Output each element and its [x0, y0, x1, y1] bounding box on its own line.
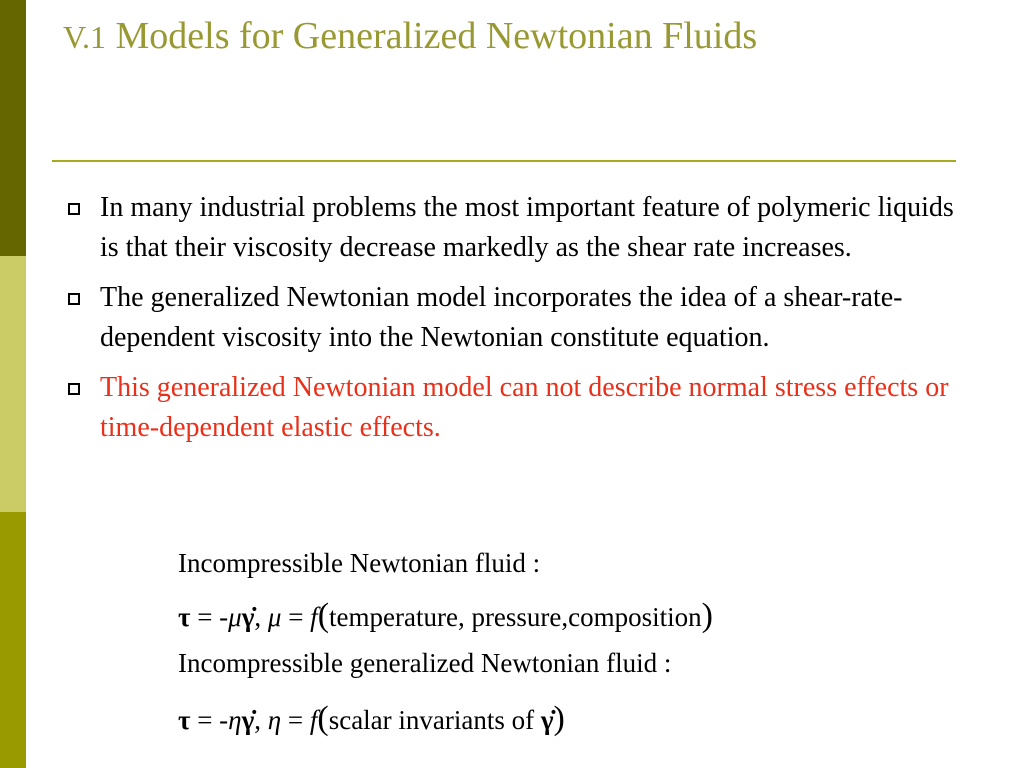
function-f: f [309, 705, 318, 735]
tau-symbol: τ [178, 602, 191, 632]
function-argument: temperature, pressure,composition [329, 602, 702, 632]
mu-symbol: μ [267, 602, 282, 632]
eta-symbol: η [228, 705, 242, 735]
equation-heading-newtonian: Incompressible Newtonian fluid : [178, 548, 541, 578]
equation-heading-generalized: Incompressible generalized Newtonian fluid : [178, 648, 672, 678]
title-text: Models for Generalized Newtonian Fluids [115, 15, 758, 57]
eta-symbol: η [267, 705, 282, 735]
bullet-item-highlighted [60, 368, 960, 448]
tau-symbol: τ [178, 705, 191, 735]
side-accent-bar [0, 0, 26, 768]
title-number: V.1 [63, 19, 106, 55]
gamma-dot-symbol: γ̇ [540, 705, 554, 735]
title-divider [52, 160, 956, 162]
gamma-dot-symbol: γ̇ [241, 602, 255, 632]
comma-separator: , [254, 705, 268, 735]
side-bar-segment-light [0, 256, 26, 512]
equals-minus: = - [190, 705, 229, 735]
side-bar-segment-dark [0, 0, 26, 256]
close-paren: ) [701, 597, 713, 634]
bullet-text: The generalized Newtonian model incorporates the idea of a shear-rate-dependent viscosity into the Newtonian constitute equation. [100, 282, 903, 353]
square-bullet-icon [68, 293, 80, 305]
function-f: f [310, 602, 318, 632]
square-bullet-icon [68, 203, 80, 215]
equation-generalized [178, 700, 565, 738]
equals-sign: = [281, 602, 311, 632]
gamma-dot-symbol: γ̇ [241, 705, 255, 735]
mu-symbol: μ [228, 602, 242, 632]
side-bar-segment-mid [0, 512, 26, 768]
square-bullet-icon [68, 383, 80, 395]
equals-sign: = [281, 705, 310, 735]
equation-newtonian [178, 597, 713, 635]
bullet-text: In many industrial problems the most important feature of polymeric liquids is that their viscosity decrease markedly as the shear rate increases. [100, 192, 954, 263]
bullet-item [60, 188, 960, 268]
open-paren: ( [317, 700, 329, 737]
function-argument: scalar invariants of [328, 705, 541, 735]
bullet-text: This generalized Newtonian model can not describe normal stress effects or time-dependent elastic effects. [100, 372, 949, 443]
comma-separator: , [254, 602, 268, 632]
close-paren: ) [553, 700, 565, 737]
bullet-item [60, 278, 960, 358]
bullet-list [60, 188, 960, 458]
slide-title [63, 14, 757, 58]
open-paren: ( [317, 597, 330, 634]
equals-minus: = - [190, 602, 229, 632]
